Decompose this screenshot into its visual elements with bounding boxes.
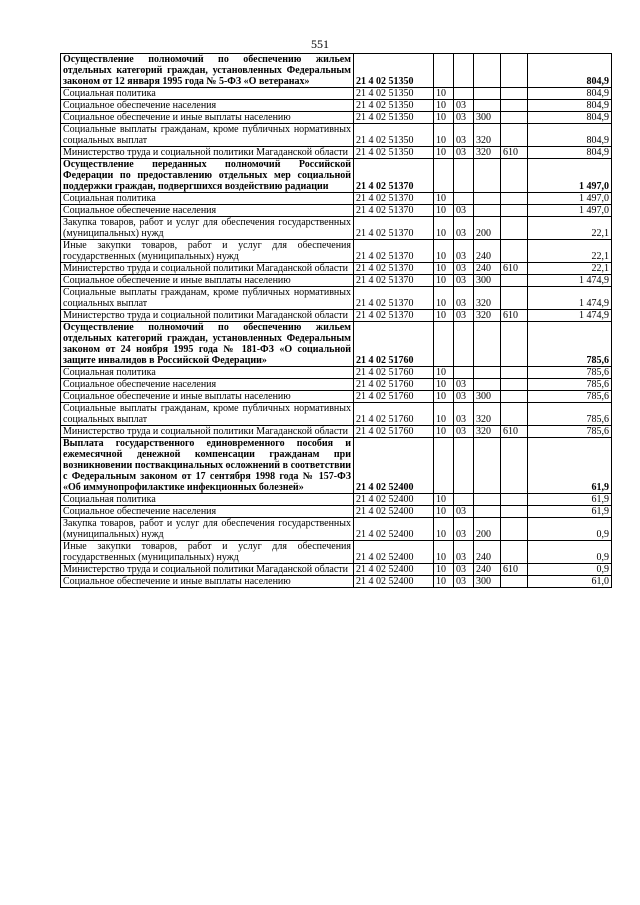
subsection-code-cell: 03	[454, 287, 474, 310]
administrator-code-cell: 610	[501, 564, 528, 576]
budget-table	[60, 53, 612, 588]
target-article-code-cell: 21 4 02 51370	[354, 240, 434, 263]
target-article-code-cell: 21 4 02 52400	[354, 494, 434, 506]
section-code-cell: 10	[434, 100, 454, 112]
expense-type-code-cell: 320	[474, 403, 501, 426]
subsection-code-cell: 03	[454, 205, 474, 217]
item-name-cell: Социальная политика	[61, 367, 354, 379]
table-row-main	[61, 159, 612, 193]
subsection-code-cell: 03	[454, 100, 474, 112]
expense-type-code-cell: 200	[474, 217, 501, 240]
amount-cell: 22,1	[528, 217, 612, 240]
section-code-cell: 10	[434, 367, 454, 379]
section-code-cell: 10	[434, 403, 454, 426]
section-code-cell: 10	[434, 193, 454, 205]
table-row	[61, 124, 612, 147]
item-name-cell: Социальная политика	[61, 193, 354, 205]
subsection-code-cell: 03	[454, 518, 474, 541]
expense-type-code-cell	[474, 54, 501, 88]
subsection-code-cell: 03	[454, 147, 474, 159]
target-article-code-cell: 21 4 02 51370	[354, 263, 434, 275]
table-row	[61, 518, 612, 541]
administrator-code-cell	[501, 240, 528, 263]
table-row	[61, 112, 612, 124]
item-name-cell: Закупка товаров, работ и услуг для обеспечения государственных (муниципальных) нужд	[61, 217, 354, 240]
target-article-code-cell: 21 4 02 51760	[354, 426, 434, 438]
table-row	[61, 240, 612, 263]
administrator-code-cell: 610	[501, 426, 528, 438]
table-row	[61, 426, 612, 438]
item-name-cell: Осуществление переданных полномочий Российской Федерации по предоставлению отдельных мер социальной поддержки граждан, подвергшихся воздействию радиации	[61, 159, 354, 193]
administrator-code-cell	[501, 217, 528, 240]
item-name-cell: Социальное обеспечение населения	[61, 506, 354, 518]
amount-cell: 61,9	[528, 438, 612, 494]
administrator-code-cell	[501, 379, 528, 391]
amount-cell: 61,9	[528, 506, 612, 518]
target-article-code-cell: 21 4 02 51370	[354, 159, 434, 193]
administrator-code-cell: 610	[501, 147, 528, 159]
subsection-code-cell	[454, 494, 474, 506]
expense-type-code-cell	[474, 438, 501, 494]
administrator-code-cell: 610	[501, 310, 528, 322]
subsection-code-cell: 03	[454, 564, 474, 576]
expense-type-code-cell: 300	[474, 275, 501, 287]
item-name-cell: Выплата государственного единовременного пособия и ежемесячной денежной компенсации гражданам при возникновении поствакцинальных осложнений в соответствии с Федеральным законом от 17 сентября 1998 года № 157-ФЗ «Об иммунопрофилактике инфекционных болезней»	[61, 438, 354, 494]
administrator-code-cell	[501, 275, 528, 287]
subsection-code-cell	[454, 88, 474, 100]
expense-type-code-cell	[474, 322, 501, 367]
section-code-cell: 10	[434, 124, 454, 147]
table-row	[61, 564, 612, 576]
item-name-cell: Социальное обеспечение населения	[61, 100, 354, 112]
item-name-cell: Социальное обеспечение и иные выплаты населению	[61, 391, 354, 403]
table-row	[61, 403, 612, 426]
amount-cell: 785,6	[528, 426, 612, 438]
expense-type-code-cell	[474, 193, 501, 205]
amount-cell: 804,9	[528, 100, 612, 112]
section-code-cell: 10	[434, 205, 454, 217]
section-code-cell: 10	[434, 88, 454, 100]
target-article-code-cell: 21 4 02 51760	[354, 322, 434, 367]
subsection-code-cell: 03	[454, 391, 474, 403]
administrator-code-cell	[501, 506, 528, 518]
target-article-code-cell: 21 4 02 51370	[354, 217, 434, 240]
subsection-code-cell	[454, 367, 474, 379]
table-row	[61, 310, 612, 322]
target-article-code-cell: 21 4 02 52400	[354, 564, 434, 576]
expense-type-code-cell: 320	[474, 426, 501, 438]
amount-cell: 61,9	[528, 494, 612, 506]
administrator-code-cell	[501, 100, 528, 112]
subsection-code-cell: 03	[454, 217, 474, 240]
table-row	[61, 263, 612, 275]
section-code-cell	[434, 159, 454, 193]
amount-cell: 0,9	[528, 518, 612, 541]
target-article-code-cell: 21 4 02 52400	[354, 541, 434, 564]
item-name-cell: Социальное обеспечение населения	[61, 379, 354, 391]
amount-cell: 804,9	[528, 54, 612, 88]
expense-type-code-cell	[474, 379, 501, 391]
table-row	[61, 379, 612, 391]
expense-type-code-cell	[474, 205, 501, 217]
amount-cell: 1 474,9	[528, 287, 612, 310]
administrator-code-cell	[501, 541, 528, 564]
subsection-code-cell	[454, 322, 474, 367]
amount-cell: 22,1	[528, 263, 612, 275]
administrator-code-cell	[501, 124, 528, 147]
section-code-cell: 10	[434, 564, 454, 576]
item-name-cell: Социальная политика	[61, 88, 354, 100]
amount-cell: 0,9	[528, 564, 612, 576]
amount-cell: 785,6	[528, 391, 612, 403]
section-code-cell: 10	[434, 379, 454, 391]
administrator-code-cell	[501, 193, 528, 205]
administrator-code-cell	[501, 287, 528, 310]
target-article-code-cell: 21 4 02 51370	[354, 193, 434, 205]
expense-type-code-cell: 320	[474, 147, 501, 159]
table-row	[61, 576, 612, 588]
section-code-cell: 10	[434, 287, 454, 310]
item-name-cell: Осуществление полномочий по обеспечению жильем отдельных категорий граждан, установленных Федеральным законом от 24 ноября 1995 года № 181-ФЗ «О социальной защите инвалидов в Российской Федерации»	[61, 322, 354, 367]
item-name-cell: Социальные выплаты гражданам, кроме публичных нормативных социальных выплат	[61, 287, 354, 310]
item-name-cell: Социальные выплаты гражданам, кроме публичных нормативных социальных выплат	[61, 124, 354, 147]
table-row	[61, 506, 612, 518]
item-name-cell: Министерство труда и социальной политики Магаданской области	[61, 564, 354, 576]
expense-type-code-cell	[474, 506, 501, 518]
item-name-cell: Иные закупки товаров, работ и услуг для обеспечения государственных (муниципальных) нужд	[61, 541, 354, 564]
table-row	[61, 287, 612, 310]
target-article-code-cell: 21 4 02 52400	[354, 506, 434, 518]
target-article-code-cell: 21 4 02 52400	[354, 438, 434, 494]
target-article-code-cell: 21 4 02 52400	[354, 576, 434, 588]
amount-cell: 1 497,0	[528, 193, 612, 205]
administrator-code-cell	[501, 112, 528, 124]
item-name-cell: Социальное обеспечение и иные выплаты населению	[61, 112, 354, 124]
administrator-code-cell	[501, 88, 528, 100]
section-code-cell: 10	[434, 263, 454, 275]
item-name-cell: Иные закупки товаров, работ и услуг для обеспечения государственных (муниципальных) нужд	[61, 240, 354, 263]
administrator-code-cell	[501, 403, 528, 426]
section-code-cell: 10	[434, 494, 454, 506]
administrator-code-cell: 610	[501, 263, 528, 275]
expense-type-code-cell: 200	[474, 518, 501, 541]
amount-cell: 804,9	[528, 88, 612, 100]
administrator-code-cell	[501, 576, 528, 588]
table-row-main	[61, 54, 612, 88]
table-row	[61, 88, 612, 100]
target-article-code-cell: 21 4 02 51350	[354, 147, 434, 159]
subsection-code-cell: 03	[454, 275, 474, 287]
expense-type-code-cell: 240	[474, 541, 501, 564]
table-row	[61, 275, 612, 287]
target-article-code-cell: 21 4 02 51760	[354, 367, 434, 379]
item-name-cell: Социальное обеспечение и иные выплаты населению	[61, 576, 354, 588]
amount-cell: 804,9	[528, 147, 612, 159]
item-name-cell: Министерство труда и социальной политики Магаданской области	[61, 147, 354, 159]
amount-cell: 785,6	[528, 367, 612, 379]
subsection-code-cell	[454, 159, 474, 193]
section-code-cell	[434, 438, 454, 494]
section-code-cell: 10	[434, 426, 454, 438]
expense-type-code-cell	[474, 88, 501, 100]
administrator-code-cell	[501, 494, 528, 506]
item-name-cell: Социальное обеспечение населения	[61, 205, 354, 217]
table-row-main	[61, 322, 612, 367]
administrator-code-cell	[501, 159, 528, 193]
subsection-code-cell: 03	[454, 112, 474, 124]
item-name-cell: Министерство труда и социальной политики Магаданской области	[61, 426, 354, 438]
target-article-code-cell: 21 4 02 51370	[354, 287, 434, 310]
section-code-cell: 10	[434, 310, 454, 322]
amount-cell: 804,9	[528, 112, 612, 124]
target-article-code-cell: 21 4 02 51350	[354, 100, 434, 112]
item-name-cell: Социальное обеспечение и иные выплаты населению	[61, 275, 354, 287]
table-row	[61, 391, 612, 403]
item-name-cell: Осуществление полномочий по обеспечению жильем отдельных категорий граждан, установленных Федеральным законом от 12 января 1995 года № 5-ФЗ «О ветеранах»	[61, 54, 354, 88]
section-code-cell: 10	[434, 217, 454, 240]
subsection-code-cell: 03	[454, 576, 474, 588]
page-number: 551	[311, 37, 329, 51]
administrator-code-cell	[501, 205, 528, 217]
table-row	[61, 541, 612, 564]
amount-cell: 1 474,9	[528, 310, 612, 322]
target-article-code-cell: 21 4 02 51370	[354, 205, 434, 217]
subsection-code-cell: 03	[454, 541, 474, 564]
section-code-cell: 10	[434, 240, 454, 263]
amount-cell: 61,0	[528, 576, 612, 588]
amount-cell: 22,1	[528, 240, 612, 263]
table-row-main	[61, 438, 612, 494]
table-row	[61, 217, 612, 240]
expense-type-code-cell: 240	[474, 564, 501, 576]
section-code-cell: 10	[434, 541, 454, 564]
amount-cell: 785,6	[528, 322, 612, 367]
amount-cell: 785,6	[528, 403, 612, 426]
expense-type-code-cell: 300	[474, 391, 501, 403]
administrator-code-cell	[501, 391, 528, 403]
section-code-cell: 10	[434, 275, 454, 287]
section-code-cell	[434, 54, 454, 88]
subsection-code-cell	[454, 438, 474, 494]
target-article-code-cell: 21 4 02 51370	[354, 275, 434, 287]
target-article-code-cell: 21 4 02 51350	[354, 54, 434, 88]
target-article-code-cell: 21 4 02 51350	[354, 112, 434, 124]
section-code-cell: 10	[434, 576, 454, 588]
subsection-code-cell: 03	[454, 379, 474, 391]
section-code-cell: 10	[434, 506, 454, 518]
target-article-code-cell: 21 4 02 51350	[354, 124, 434, 147]
expense-type-code-cell	[474, 159, 501, 193]
subsection-code-cell	[454, 193, 474, 205]
target-article-code-cell: 21 4 02 51350	[354, 88, 434, 100]
item-name-cell: Закупка товаров, работ и услуг для обеспечения государственных (муниципальных) нужд	[61, 518, 354, 541]
expense-type-code-cell: 320	[474, 287, 501, 310]
table-row	[61, 367, 612, 379]
subsection-code-cell	[454, 54, 474, 88]
administrator-code-cell	[501, 367, 528, 379]
table-row	[61, 193, 612, 205]
administrator-code-cell	[501, 438, 528, 494]
item-name-cell: Министерство труда и социальной политики Магаданской области	[61, 263, 354, 275]
target-article-code-cell: 21 4 02 52400	[354, 518, 434, 541]
amount-cell: 1 497,0	[528, 205, 612, 217]
amount-cell: 0,9	[528, 541, 612, 564]
item-name-cell: Министерство труда и социальной политики Магаданской области	[61, 310, 354, 322]
section-code-cell	[434, 322, 454, 367]
target-article-code-cell: 21 4 02 51760	[354, 403, 434, 426]
subsection-code-cell: 03	[454, 263, 474, 275]
administrator-code-cell	[501, 518, 528, 541]
amount-cell: 1 497,0	[528, 159, 612, 193]
subsection-code-cell: 03	[454, 403, 474, 426]
expense-type-code-cell: 240	[474, 240, 501, 263]
target-article-code-cell: 21 4 02 51760	[354, 391, 434, 403]
expense-type-code-cell: 300	[474, 576, 501, 588]
subsection-code-cell: 03	[454, 124, 474, 147]
expense-type-code-cell	[474, 494, 501, 506]
section-code-cell: 10	[434, 518, 454, 541]
expense-type-code-cell: 320	[474, 124, 501, 147]
table-row	[61, 100, 612, 112]
subsection-code-cell: 03	[454, 426, 474, 438]
target-article-code-cell: 21 4 02 51760	[354, 379, 434, 391]
table-body	[61, 54, 612, 588]
amount-cell: 1 474,9	[528, 275, 612, 287]
expense-type-code-cell	[474, 100, 501, 112]
expense-type-code-cell: 240	[474, 263, 501, 275]
table-row	[61, 205, 612, 217]
expense-type-code-cell: 320	[474, 310, 501, 322]
expense-type-code-cell	[474, 367, 501, 379]
subsection-code-cell: 03	[454, 240, 474, 263]
section-code-cell: 10	[434, 112, 454, 124]
amount-cell: 785,6	[528, 379, 612, 391]
subsection-code-cell: 03	[454, 310, 474, 322]
expense-type-code-cell: 300	[474, 112, 501, 124]
administrator-code-cell	[501, 322, 528, 367]
administrator-code-cell	[501, 54, 528, 88]
table-row	[61, 147, 612, 159]
amount-cell: 804,9	[528, 124, 612, 147]
item-name-cell: Социальные выплаты гражданам, кроме публичных нормативных социальных выплат	[61, 403, 354, 426]
subsection-code-cell: 03	[454, 506, 474, 518]
section-code-cell: 10	[434, 147, 454, 159]
target-article-code-cell: 21 4 02 51370	[354, 310, 434, 322]
table-row	[61, 494, 612, 506]
item-name-cell: Социальная политика	[61, 494, 354, 506]
section-code-cell: 10	[434, 391, 454, 403]
